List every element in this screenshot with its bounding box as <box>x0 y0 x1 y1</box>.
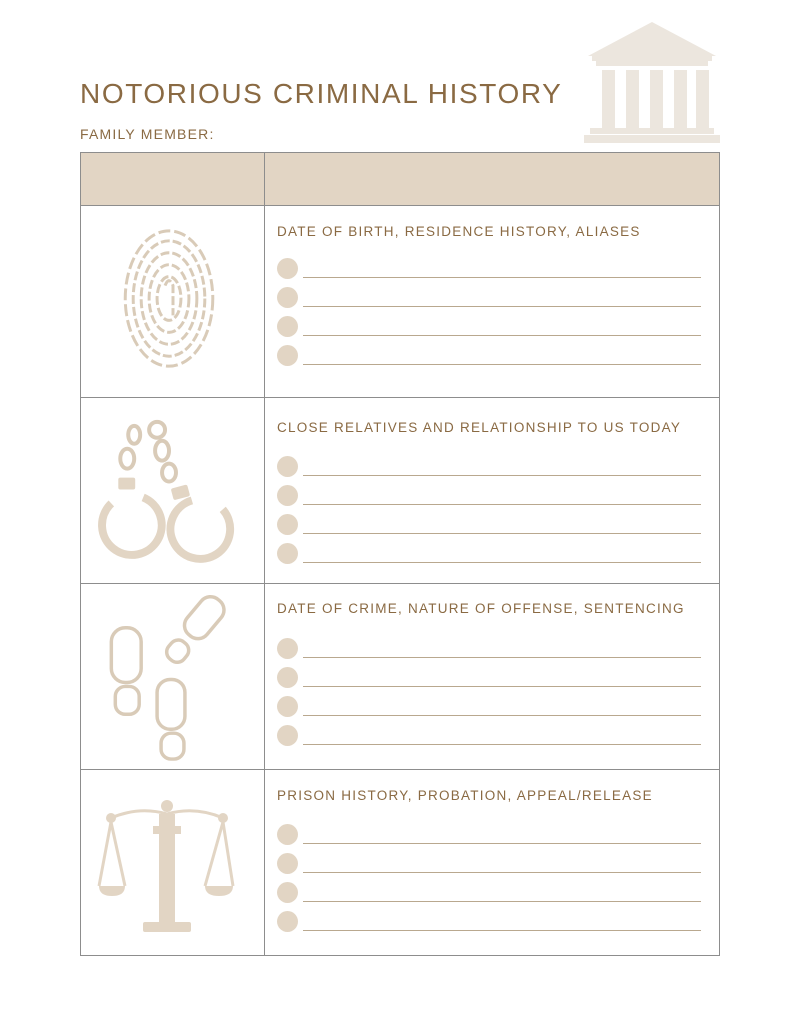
bullet-line[interactable] <box>277 696 701 718</box>
bullet-line[interactable] <box>277 258 701 280</box>
write-line <box>303 504 701 505</box>
courthouse-icon <box>584 22 720 144</box>
section-heading: DATE OF CRIME, NATURE OF OFFENSE, SENTENCING <box>277 601 685 616</box>
bullet-dot <box>277 316 298 337</box>
page-title: NOTORIOUS CRIMINAL HISTORY <box>80 78 563 109</box>
bullet-line[interactable] <box>277 638 701 660</box>
write-line <box>303 277 701 278</box>
bullet-dot <box>277 258 298 279</box>
bullet-dot <box>277 638 298 659</box>
write-line <box>303 533 701 534</box>
bullet-line[interactable] <box>277 853 701 875</box>
write-line <box>303 686 701 687</box>
bullet-dot <box>277 514 298 535</box>
section-row-1 <box>81 206 719 398</box>
history-table <box>80 152 720 956</box>
write-line <box>303 715 701 716</box>
bullet-dot <box>277 667 298 688</box>
bullet-line[interactable] <box>277 287 701 309</box>
bullet-dot <box>277 287 298 308</box>
table-header <box>81 153 719 206</box>
write-line <box>303 744 701 745</box>
bullet-line[interactable] <box>277 667 701 689</box>
footprints-icon <box>81 584 264 769</box>
bullet-dot <box>277 725 298 746</box>
write-line <box>303 364 701 365</box>
fingerprint-icon <box>81 206 264 397</box>
write-line <box>303 306 701 307</box>
handcuffs-icon <box>81 398 264 583</box>
bullet-line[interactable] <box>277 316 701 338</box>
write-line <box>303 901 701 902</box>
write-line <box>303 930 701 931</box>
write-line <box>303 657 701 658</box>
write-line <box>303 335 701 336</box>
bullet-dot <box>277 485 298 506</box>
bullet-line[interactable] <box>277 911 701 933</box>
section-row-4 <box>81 770 719 956</box>
section-heading: PRISON HISTORY, PROBATION, APPEAL/RELEASE <box>277 788 653 803</box>
section-row-2 <box>81 398 719 584</box>
section-heading: DATE OF BIRTH, RESIDENCE HISTORY, ALIASES <box>277 224 641 239</box>
bullet-dot <box>277 911 298 932</box>
bullet-line[interactable] <box>277 485 701 507</box>
bullet-line[interactable] <box>277 824 701 846</box>
bullet-dot <box>277 543 298 564</box>
bullet-line[interactable] <box>277 725 701 747</box>
bullet-dot <box>277 824 298 845</box>
bullet-line[interactable] <box>277 345 701 367</box>
bullet-dot <box>277 696 298 717</box>
write-line <box>303 562 701 563</box>
scales-of-justice-icon <box>81 770 264 956</box>
bullet-dot <box>277 456 298 477</box>
bullet-dot <box>277 853 298 874</box>
bullet-line[interactable] <box>277 456 701 478</box>
section-row-3 <box>81 584 719 770</box>
write-line <box>303 475 701 476</box>
write-line <box>303 872 701 873</box>
section-heading: CLOSE RELATIVES AND RELATIONSHIP TO US TODAY <box>277 420 682 435</box>
bullet-dot <box>277 345 298 366</box>
family-member-label: FAMILY MEMBER: <box>80 126 215 142</box>
bullet-line[interactable] <box>277 514 701 536</box>
bullet-line[interactable] <box>277 882 701 904</box>
bullet-line[interactable] <box>277 543 701 565</box>
write-line <box>303 843 701 844</box>
bullet-dot <box>277 882 298 903</box>
